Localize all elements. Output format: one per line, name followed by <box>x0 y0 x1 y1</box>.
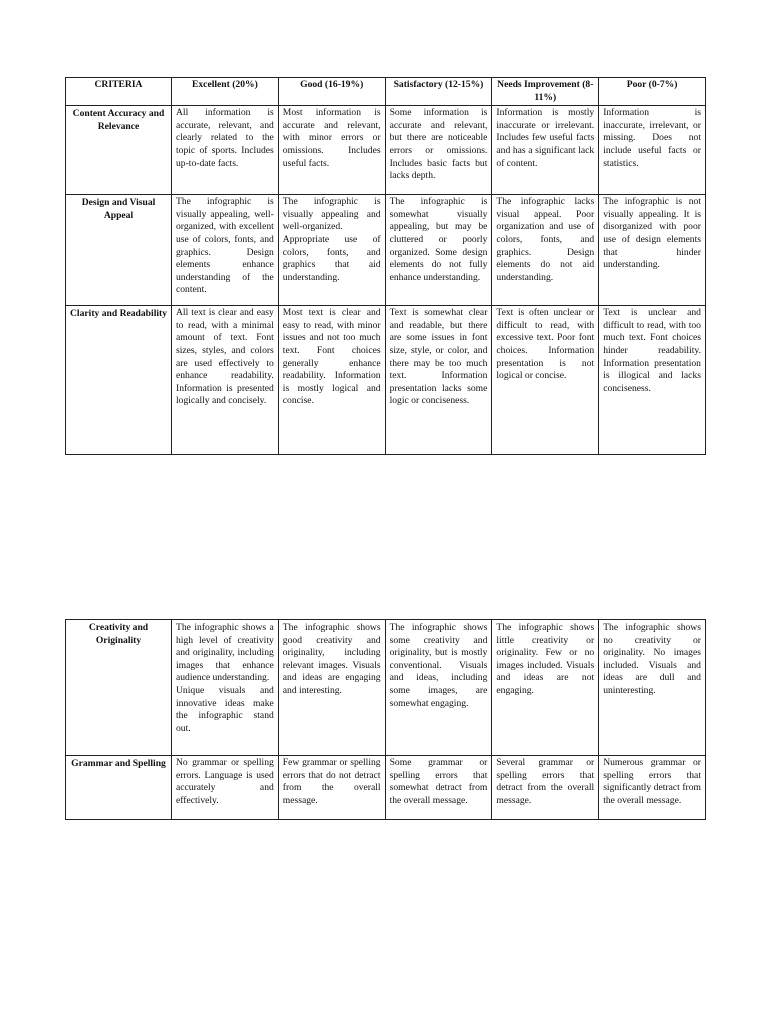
cell-poor: The infographic shows no creativity or originality. No images included. Visuals and ideas are dull and uninteresting. <box>599 620 706 756</box>
table-row <box>66 306 706 455</box>
table-row <box>66 756 706 820</box>
table-row <box>66 106 706 195</box>
cell-needs-improvement: The infographic shows little creativity or originality. Few or no images included. Visuals and ideas are not engaging. <box>492 620 599 756</box>
cell-good: Most text is clear and easy to read, with minor issues and not too much text. Font choices generally enhance readability. Information is mostly logical and concise. <box>278 306 385 455</box>
cell-excellent: The infographic is visually appealing, well-organized, with excellent use of colors, fonts, and graphics. Design elements enhance understanding of the content. <box>172 195 279 306</box>
cell-satisfactory: The infographic is somewhat visually appealing, but may be cluttered or poorly organized. Some design elements do not fully enhance understanding. <box>385 195 492 306</box>
rubric-table-part-2 <box>65 619 706 820</box>
cell-satisfactory: Some grammar or spelling errors that somewhat detract from the overall message. <box>385 756 492 820</box>
cell-needs-improvement: Several grammar or spelling errors that detract from the overall message. <box>492 756 599 820</box>
cell-excellent: All information is accurate, relevant, and clearly related to the topic of sports. Includes up-to-date facts. <box>172 106 279 195</box>
cell-good: The infographic shows good creativity and originality, including relevant images. Visuals and ideas are engaging and interesting. <box>278 620 385 756</box>
cell-poor: Information is inaccurate, irrelevant, or missing. Does not include useful facts or statistics. <box>599 106 706 195</box>
cell-satisfactory: Some information is accurate and relevant, but there are noticeable errors or omissions. Includes basic facts but lacks depth. <box>385 106 492 195</box>
cell-excellent: All text is clear and easy to read, with a minimal amount of text. Font sizes, styles, and colors are used effectively to enhance readability. Information is presented logically and concisely. <box>172 306 279 455</box>
table-row <box>66 195 706 306</box>
cell-satisfactory: Text is somewhat clear and readable, but there are some issues in font size, style, or color, and there may be too much text. Information presentation lacks some logic or conciseness. <box>385 306 492 455</box>
criterion-grammar-spelling: Grammar and Spelling <box>66 756 172 820</box>
cell-good: The infographic is visually appealing and well-organized. Appropriate use of colors, fonts, and graphics that aid understanding. <box>278 195 385 306</box>
cell-excellent: The infographic shows a high level of creativity and originality, including images that enhance audience understanding. Unique visuals and innovative ideas make the infographic stand out. <box>172 620 279 756</box>
rubric-table-part-1 <box>65 77 706 455</box>
cell-poor: Text is unclear and difficult to read, with too much text. Font choices hinder readability. Information presentation is illogical and lacks conciseness. <box>599 306 706 455</box>
cell-poor: Numerous grammar or spelling errors that significantly detract from the overall message. <box>599 756 706 820</box>
cell-good: Most information is accurate and relevant, with minor errors or omissions. Includes useful facts. <box>278 106 385 195</box>
criterion-content-accuracy: Content Accuracy and Relevance <box>66 106 172 195</box>
cell-needs-improvement: Text is often unclear or difficult to read, with excessive text. Poor font choices. Information presentation is not logical or concise. <box>492 306 599 455</box>
header-good: Good (16-19%) <box>278 78 385 106</box>
cell-excellent: No grammar or spelling errors. Language is used accurately and effectively. <box>172 756 279 820</box>
cell-good: Few grammar or spelling errors that do not detract from the overall message. <box>278 756 385 820</box>
cell-satisfactory: The infographic shows some creativity and originality, but is mostly conventional. Visuals and ideas, including some images, are somewhat engaging. <box>385 620 492 756</box>
header-excellent: Excellent (20%) <box>172 78 279 106</box>
header-poor: Poor (0-7%) <box>599 78 706 106</box>
header-criteria: CRITERIA <box>66 78 172 106</box>
criterion-design-visual-appeal: Design and Visual Appeal <box>66 195 172 306</box>
cell-needs-improvement: The infographic lacks visual appeal. Poor organization and use of colors, fonts, and graphics. Design elements do not aid understanding. <box>492 195 599 306</box>
table-row <box>66 620 706 756</box>
header-needs-improvement: Needs Improvement (8-11%) <box>492 78 599 106</box>
criterion-creativity-originality: Creativity and Originality <box>66 620 172 756</box>
header-satisfactory: Satisfactory (12-15%) <box>385 78 492 106</box>
cell-poor: The infographic is not visually appealing. It is disorganized with poor use of design elements that hinder understanding. <box>599 195 706 306</box>
cell-needs-improvement: Information is mostly inaccurate or irrelevant. Includes few useful facts and has a significant lack of content. <box>492 106 599 195</box>
header-row <box>66 78 706 106</box>
criterion-clarity-readability: Clarity and Readability <box>66 306 172 455</box>
